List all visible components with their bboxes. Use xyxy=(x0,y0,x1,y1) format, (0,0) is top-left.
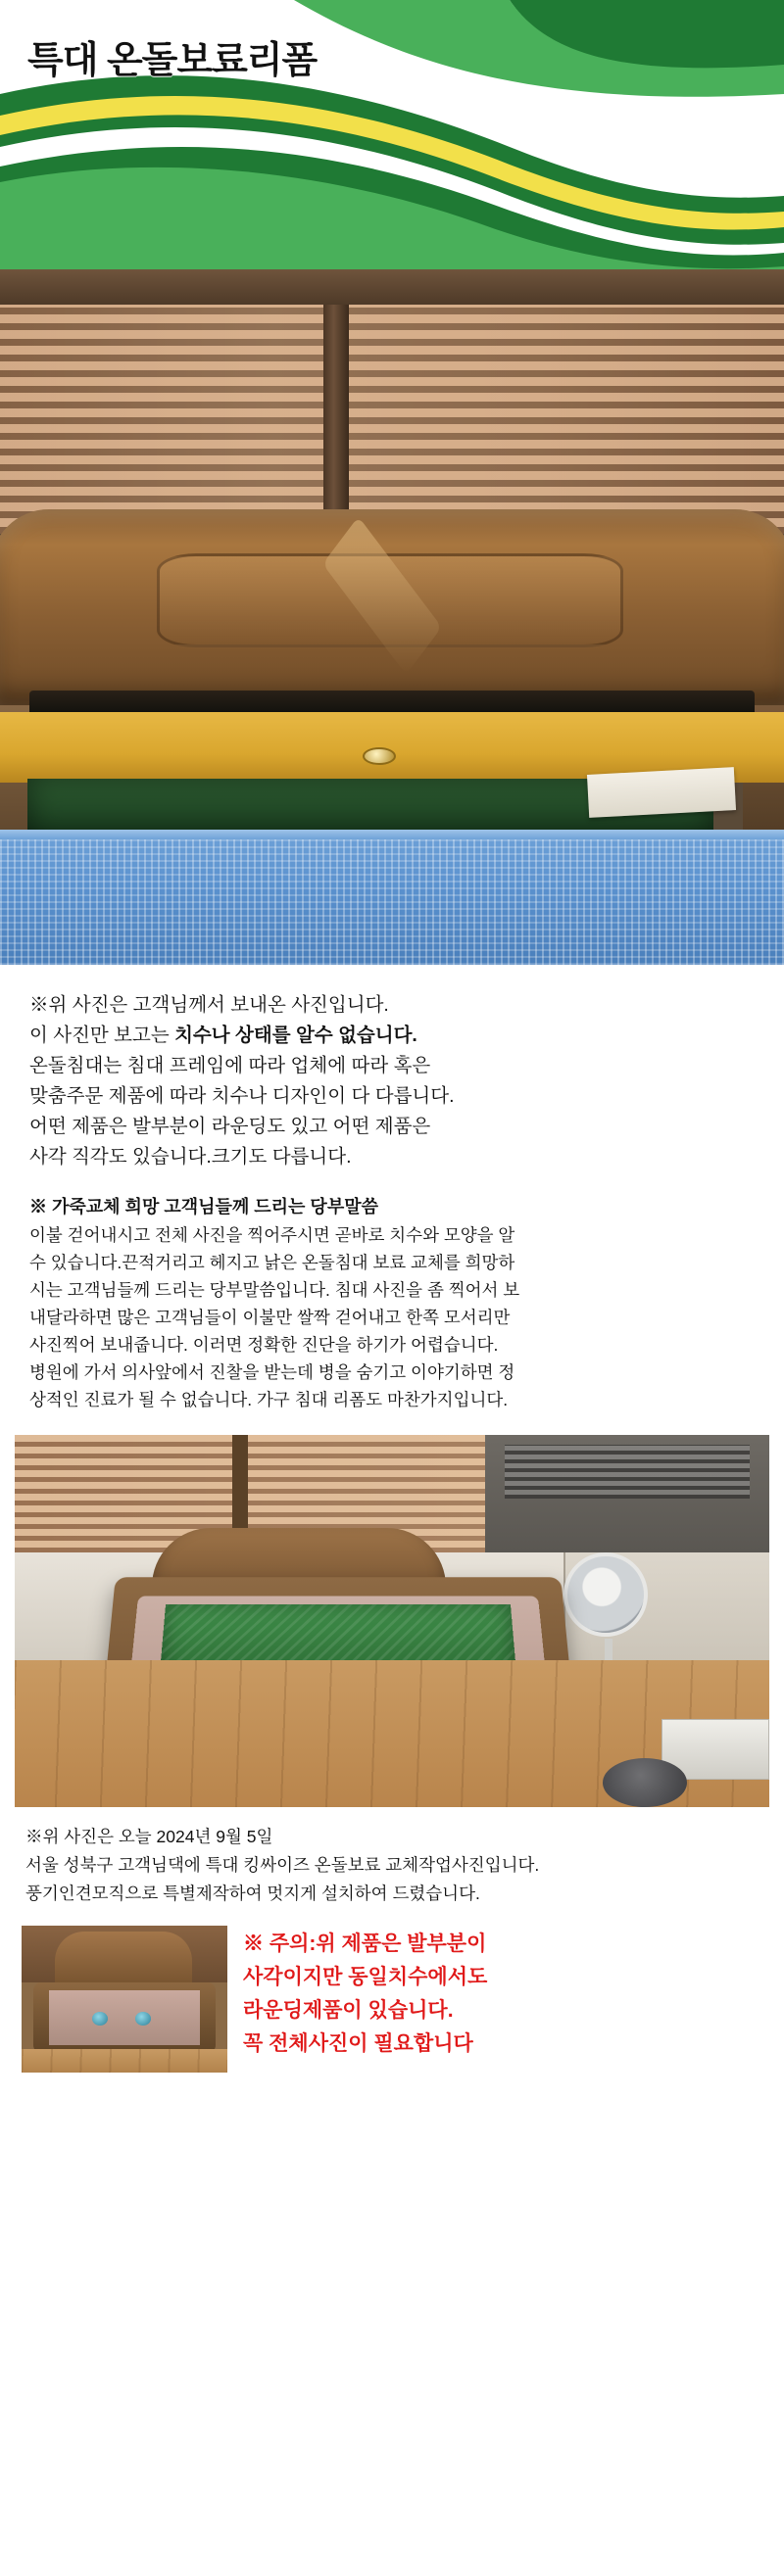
advice-line-4: 내달라하면 많은 고객님들이 이불만 쌀짝 걷어내고 한쪽 모서리만 xyxy=(29,1308,511,1327)
banner-title: 특대 온돌보료리폼 xyxy=(27,40,318,81)
caption-line-1: ※위 사진은 오늘 2024년 9월 5일 xyxy=(25,1827,273,1846)
advice-line-2: 수 있습니다.끈적거리고 헤지고 낡은 온돌침대 보료 교체를 희망하 xyxy=(29,1253,515,1272)
notice-line-5: 어떤 제품은 발부분이 라운딩도 있고 어떤 제품은 xyxy=(29,1116,431,1137)
caption-line-2: 서울 성북구 고객님댁에 특대 킹싸이즈 온돌보료 교체작업사진입니다. xyxy=(25,1855,540,1875)
advice-line-5: 사진찍어 보내줍니다. 이러면 정확한 진단을 하기가 어렵습니다. xyxy=(29,1335,499,1355)
advice-line-6: 병원에 가서 의사앞에서 진찰을 받는데 병을 숨기고 이야기하면 정 xyxy=(29,1362,515,1382)
notice-line-6: 사각 직각도 있습니다.크기도 다릅니다. xyxy=(29,1146,352,1168)
caption-block xyxy=(0,1807,784,1912)
window-frame-top xyxy=(0,269,784,305)
notice-line-2: 이 사진만 보고는 치수나 상태를 알수 없습니다. xyxy=(29,1025,417,1046)
notice-line-4: 맞춤주문 제품에 따라 치수나 디자인이 다 다릅니다. xyxy=(29,1085,455,1107)
thumb-control-knob-right xyxy=(135,2012,151,2026)
advice-line-3: 시는 고객님들께 드리는 당부말씀입니다. 침대 사진을 좀 찍어서 보 xyxy=(29,1280,520,1300)
blue-mat-edge xyxy=(0,830,784,839)
advice-heading: ※ 가죽교체 희망 고객님들께 드리는 당부말씀 xyxy=(29,1197,378,1216)
advice-line-7: 상적인 진료가 될 수 없습니다. 가구 침대 리폼도 마찬가지입니다. xyxy=(29,1390,509,1409)
notice-line-1: ※위 사진은 고객님께서 보내온 사진입니다. xyxy=(29,994,389,1016)
banner xyxy=(0,0,784,269)
warning-line-2: 사각이지만 동일치수에서도 xyxy=(243,1966,488,1988)
thumb-control-knob-left xyxy=(92,2012,108,2026)
notice-block xyxy=(0,965,784,1419)
warning-block xyxy=(243,1926,762,2061)
spacer xyxy=(29,1172,755,1192)
finished-bed-thumbnail xyxy=(22,1926,227,2073)
caption-line-3: 풍기인견모직으로 특별제작하여 멋지게 설치하여 드렸습니다. xyxy=(25,1884,480,1903)
customer-photo-bed-head xyxy=(0,269,784,965)
notice-bold-segment: 치수나 상태를 알수 없습니다. xyxy=(174,1025,417,1046)
warning-line-4: 꼭 전체사진이 필요합니다 xyxy=(243,2032,473,2055)
paper-sheet xyxy=(587,767,736,818)
electric-fan xyxy=(564,1552,648,1637)
warning-line-1: ※ 주의:위 제품은 발부분이 xyxy=(243,1932,487,1955)
advice-line-1: 이불 걷어내시고 전체 사진을 찍어주시면 곧바로 치수와 모양을 알 xyxy=(29,1225,515,1245)
bed-headboard xyxy=(0,509,784,705)
notice-line-3: 온돌침대는 침대 프레임에 따라 업체에 따라 혹은 xyxy=(29,1055,431,1076)
round-stool xyxy=(603,1758,687,1807)
mat-emblem xyxy=(363,747,396,765)
blue-mesh-mat xyxy=(0,830,784,965)
bottom-row xyxy=(0,1912,784,2073)
window-blind xyxy=(0,269,784,534)
thumb-headboard xyxy=(55,1932,192,1986)
warning-line-3: 라운딩제품이 있습니다. xyxy=(243,1999,454,2022)
install-photo-room xyxy=(15,1435,769,1807)
thumb-mattress xyxy=(49,1990,200,2045)
thumb-floor xyxy=(22,2049,227,2073)
